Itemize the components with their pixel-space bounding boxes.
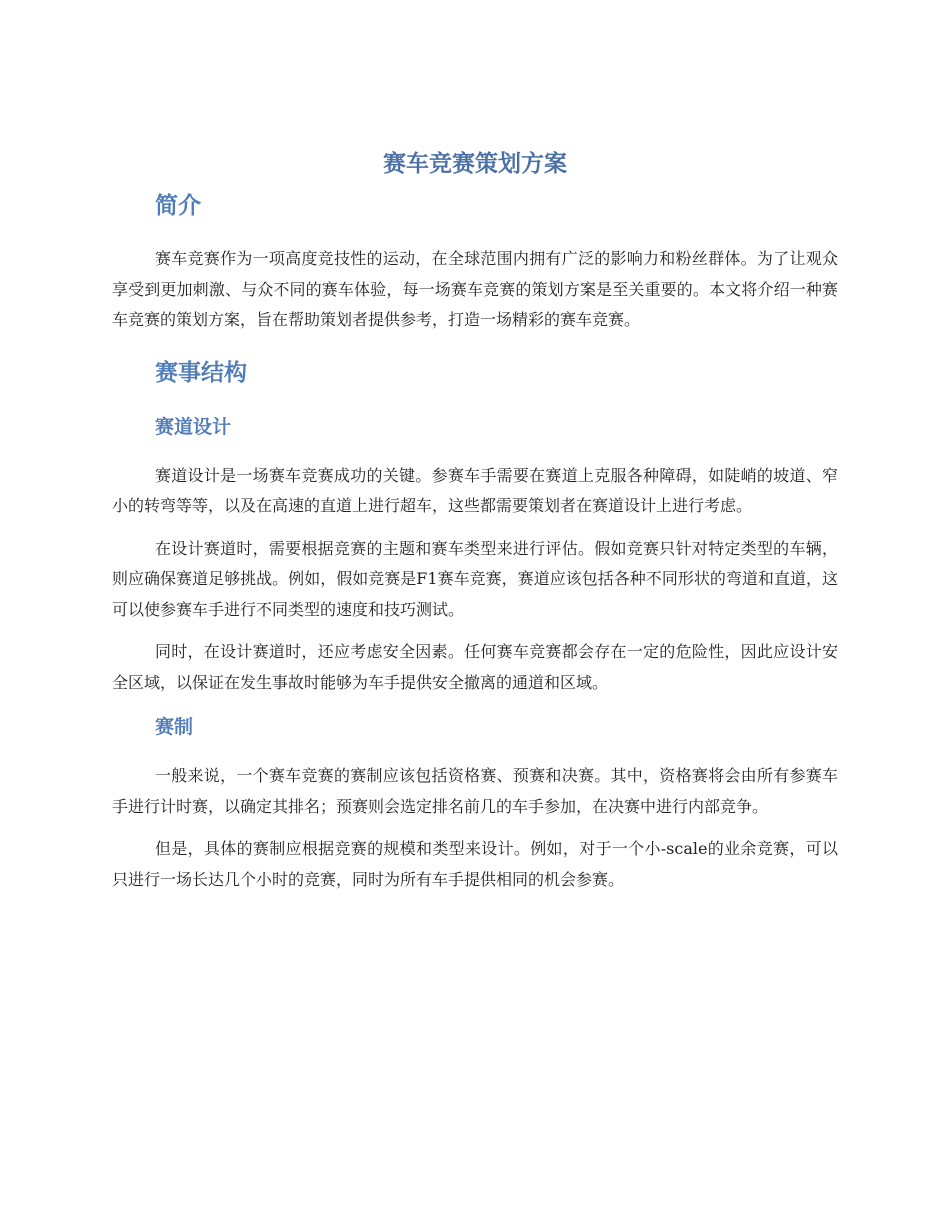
section-heading-structure: 赛事结构 xyxy=(155,359,247,386)
section-heading-intro: 简介 xyxy=(155,193,201,219)
subsection-heading-track-design: 赛道设计 xyxy=(155,415,232,438)
subsection-heading-race-format: 赛制 xyxy=(155,716,194,738)
race-format-paragraph-1: 一般来说，一个赛车竞赛的赛制应该包括资格赛、预赛和决赛。其中，资格赛将会由所有参赛车手进行计时赛，以确定其排名；预赛则会选定排名前几的车手参加，在决赛中进行内部竞争。 xyxy=(112,766,838,816)
document-title: 赛车竞赛策划方案 xyxy=(383,151,567,177)
intro-paragraph: 赛车竞赛作为一项高度竞技性的运动，在全球范围内拥有广泛的影响力和粉丝群体。为了让观众享受到更加刺激、与众不同的赛车体验，每一场赛车竞赛的策划方案是至关重要的。本文将介绍一种赛车竞赛的策划方案，旨在帮助策划者提供参考，打造一场精彩的赛车竞赛。 xyxy=(112,249,838,329)
document-body xyxy=(112,142,838,895)
track-design-paragraph-2: 在设计赛道时，需要根据竞赛的主题和赛车类型来进行评估。假如竞赛只针对特定类型的车辆，则应确保赛道足够挑战。例如，假如竞赛是F1赛车竞赛，赛道应该包括各种不同形状的弯道和直道，这可以使参赛车手进行不同类型的速度和技巧测试。 xyxy=(112,538,838,619)
race-format-paragraph-2: 但是，具体的赛制应根据竞赛的规模和类型来设计。例如，对于一个小-scale的业余竞赛，可以只进行一场长达几个小时的竞赛，同时为所有车手提供相同的机会参赛。 xyxy=(112,839,838,889)
track-design-paragraph-1: 赛道设计是一场赛车竞赛成功的关键。参赛车手需要在赛道上克服各种障碍，如陡峭的坡道、窄小的转弯等等，以及在高速的直道上进行超车，这些都需要策划者在赛道设计上进行考虑。 xyxy=(112,465,838,515)
track-design-paragraph-3: 同时，在设计赛道时，还应考虑安全因素。任何赛车竞赛都会存在一定的危险性，因此应设计安全区域，以保证在发生事故时能够为车手提供安全撤离的通道和区域。 xyxy=(112,642,838,692)
